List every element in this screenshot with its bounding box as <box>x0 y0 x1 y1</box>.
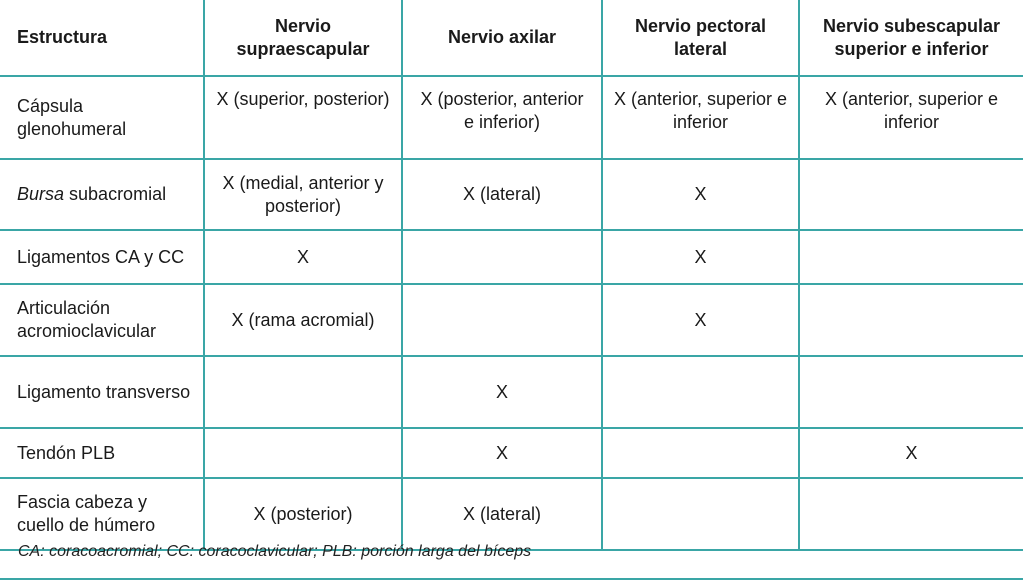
cell-axilar <box>402 284 602 356</box>
cell-supraescapular <box>204 428 402 478</box>
header-supraescapular: Nervio supraescapular <box>204 0 402 76</box>
cell-pectoral: X <box>602 284 799 356</box>
cell-pectoral: X <box>602 159 799 230</box>
header-pectoral: Nervio pectoral lateral <box>602 0 799 76</box>
header-row <box>0 0 1023 76</box>
table-footnote: CA: coracoacromial; CC: coracoclavicular; PLB: porción larga del bíceps <box>18 543 532 560</box>
row-label: Cápsula glenohumeral <box>0 76 204 159</box>
cell-subescapular: X <box>799 428 1023 478</box>
cell-supraescapular: X (medial, anterior y posterior) <box>204 159 402 230</box>
cell-subescapular <box>799 356 1023 428</box>
header-axilar: Nervio axilar <box>402 0 602 76</box>
cell-pectoral: X (anterior, superior e inferior <box>602 76 799 159</box>
table-row <box>0 478 1023 550</box>
cell-supraescapular: X (rama acromial) <box>204 284 402 356</box>
row-label <box>0 159 204 230</box>
row-label: Tendón PLB <box>0 428 204 478</box>
cell-subescapular <box>799 159 1023 230</box>
cell-pectoral <box>602 428 799 478</box>
row-label-italic: Bursa <box>17 184 65 204</box>
header-structure: Estructura <box>0 0 204 76</box>
bottom-divider <box>0 578 1023 580</box>
table-row <box>0 230 1023 284</box>
cell-subescapular: X (anterior, superior e inferior <box>799 76 1023 159</box>
cell-axilar: X (posterior, anterior e inferior) <box>402 76 602 159</box>
header-subescapular: Nervio subescapular superior e inferior <box>799 0 1023 76</box>
cell-supraescapular <box>204 356 402 428</box>
cell-axilar: X <box>402 428 602 478</box>
cell-subescapular <box>799 478 1023 550</box>
row-label-rest: subacromial <box>64 184 167 204</box>
table-row <box>0 356 1023 428</box>
row-label: Fascia cabeza y cuello de húmero <box>0 478 204 550</box>
row-label: Articulación acromioclavicular <box>0 284 204 356</box>
table-row <box>0 159 1023 230</box>
table-row <box>0 76 1023 159</box>
cell-supraescapular: X (superior, posterior) <box>204 76 402 159</box>
table-row <box>0 428 1023 478</box>
cell-pectoral <box>602 478 799 550</box>
cell-subescapular <box>799 284 1023 356</box>
cell-axilar: X <box>402 356 602 428</box>
cell-supraescapular: X (posterior) <box>204 478 402 550</box>
cell-supraescapular: X <box>204 230 402 284</box>
cell-axilar: X (lateral) <box>402 159 602 230</box>
cell-axilar <box>402 230 602 284</box>
row-label: Ligamento transverso <box>0 356 204 428</box>
cell-subescapular <box>799 230 1023 284</box>
cell-axilar: X (lateral) <box>402 478 602 550</box>
cell-pectoral: X <box>602 230 799 284</box>
table-row <box>0 284 1023 356</box>
row-label: Ligamentos CA y CC <box>0 230 204 284</box>
cell-pectoral <box>602 356 799 428</box>
